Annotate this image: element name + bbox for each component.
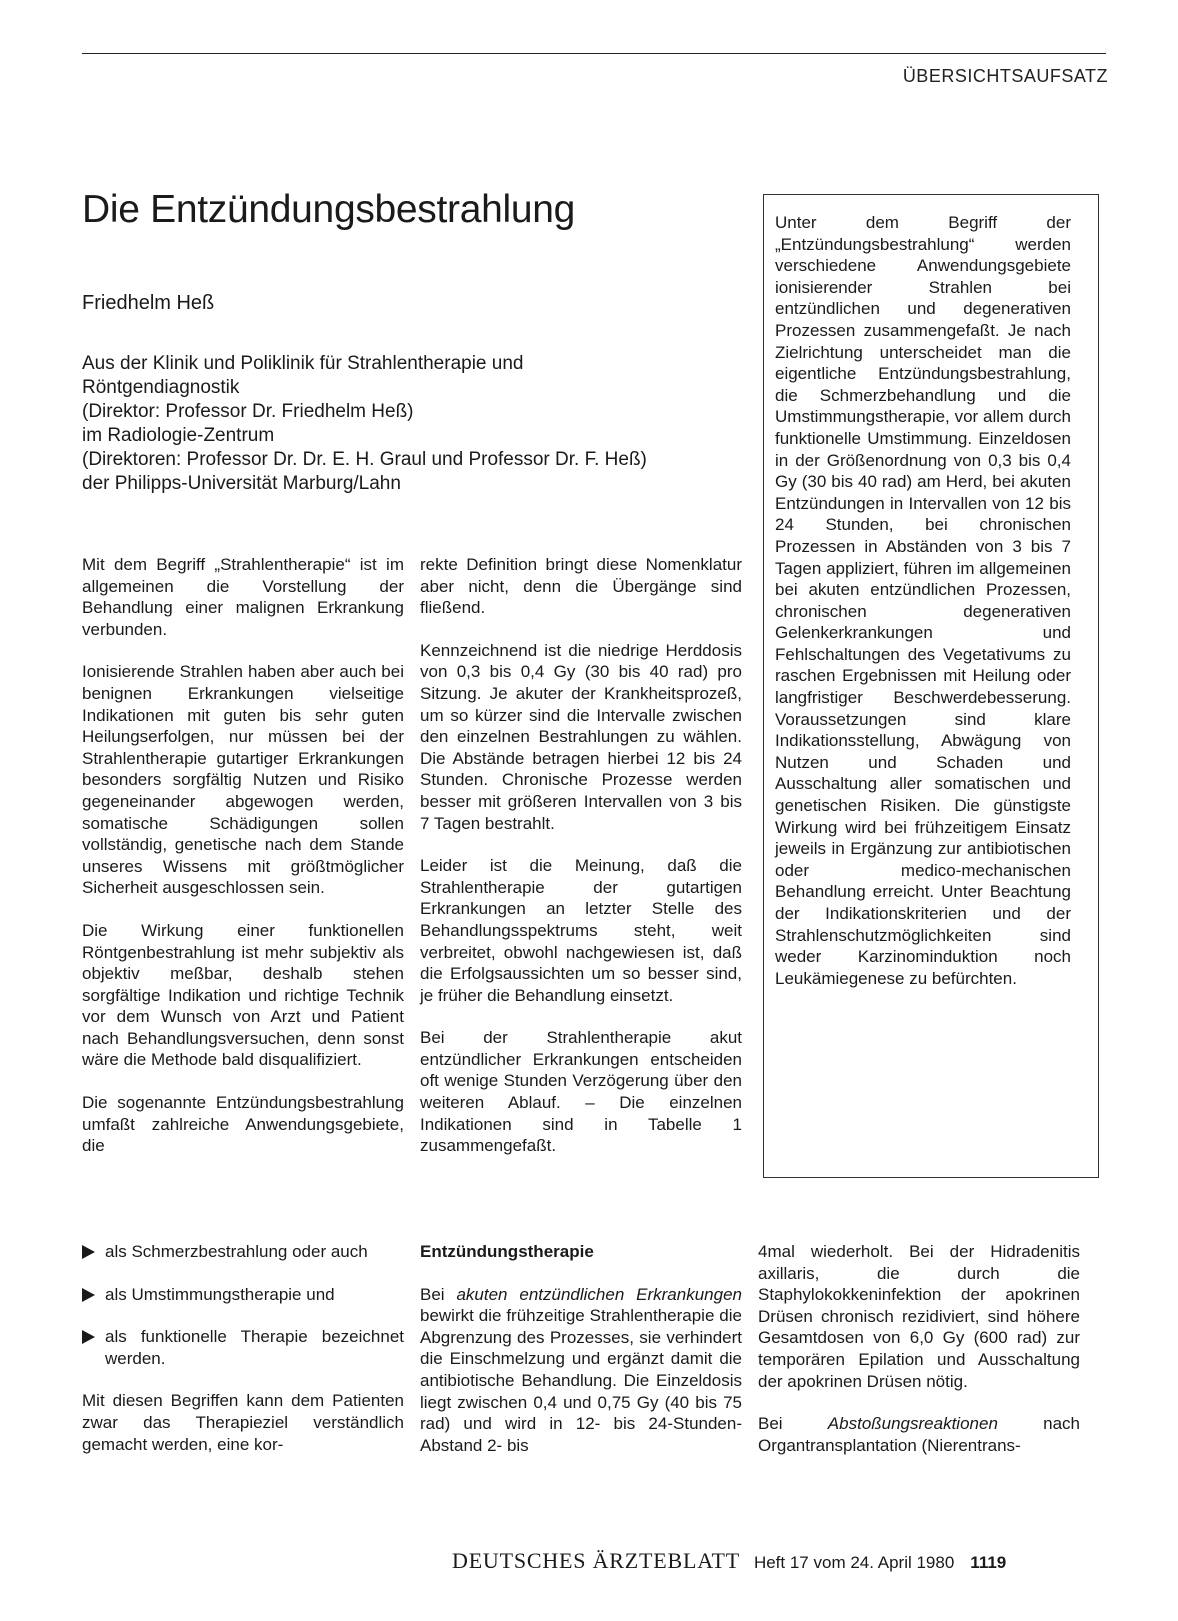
affiliation	[82, 352, 762, 496]
paragraph: Mit diesen Begriffen kann dem Patienten zwar das Therapieziel verständlich gemacht werden, eine kor-	[82, 1391, 404, 1454]
bullet-item	[82, 1326, 404, 1369]
affiliation-line: Röntgendiagnostik	[82, 377, 240, 398]
affiliation-line: Aus der Klinik und Poliklinik für Strahlentherapie und	[82, 353, 524, 374]
paragraph: Leider ist die Meinung, daß die Strahlentherapie der gutartigen Erkrankungen an letzter Stelle des Behandlungsspektrums steht, weit verbreitet, obwohl nachgewiesen ist, daß die Erfolgsaussichten um so besser sind, je früher die Behandlung einsetzt.	[420, 856, 742, 1005]
triangle-bullet-icon	[82, 1288, 95, 1302]
paragraph: Bei der Strahlentherapie akut entzündlicher Erkrankungen entscheiden oft wenige Stunden Verzögerung über den weiteren Ablauf. – Die einzelnen Indikationen sind in Tabelle 1 zusammengefaßt.	[420, 1028, 742, 1156]
lower-column-1	[82, 1241, 404, 1476]
affiliation-line: (Direktor: Professor Dr. Friedhelm Heß)	[82, 401, 414, 422]
text-fragment: nach Organtransplantation (Nierentrans-	[758, 1414, 1080, 1455]
body-column-2	[420, 554, 742, 1178]
affiliation-line: (Direktoren: Professor Dr. Dr. E. H. Graul und Professor Dr. F. Heß)	[82, 449, 647, 470]
bullet-item	[82, 1241, 404, 1263]
body-column-1	[82, 554, 404, 1178]
article-title: Die Entzündungsbestrahlung	[82, 188, 576, 231]
triangle-bullet-icon	[82, 1245, 95, 1259]
article-author: Friedhelm Heß	[82, 292, 215, 314]
paragraph: Ionisierende Strahlen haben aber auch bei benignen Erkrankungen vielseitige Indikationen mit guten bis sehr guten Heilungserfolgen, nur müssen bei der Strahlentherapie gutartiger Erkrankungen besonders sorgfältig Nutzen und Risiko gegeneinander abgewogen werden, somatische Schädigungen sollen vollständig, genetische nach dem Stande unseres Wissens mit größtmöglicher Sicherheit ausgeschlossen sein.	[82, 662, 404, 898]
paragraph: Die Wirkung einer funktionellen Röntgenbestrahlung ist mehr subjektiv als objektiv meßbar, deshalb stehen sorgfältige Indikation und richtige Technik vor dem Wunsch von Arzt und Patient nach Behandlungsversuchen, denn sonst wäre die Methode bald disqualifiziert.	[82, 920, 404, 1070]
bullet-item	[82, 1284, 404, 1306]
text-fragment: Bei	[420, 1284, 445, 1304]
emphasis-text: akuten entzündlichen Erkrankungen	[456, 1284, 742, 1304]
paragraph: Die sogenannte Entzündungsbestrahlung umfaßt zahlreiche Anwendungsgebiete, die	[82, 1093, 404, 1156]
paragraph	[420, 1284, 742, 1457]
paragraph: 4mal wiederholt. Bei der Hidradenitis axillaris, die durch die Staphylokokkeninfektion der apokrinen Drüsen chronisch rezidiviert, sind höhere Gesamtdosen von 6,0 Gy (600 rad) zur temporären Epilation und Ausschaltung der apokrinen Drüsen nötig.	[758, 1242, 1080, 1391]
lower-column-3	[758, 1241, 1080, 1477]
bullet-text: als funktionelle Therapie bezeichnet werden.	[105, 1327, 404, 1368]
bullet-text: als Umstimmungstherapie und	[105, 1284, 335, 1304]
triangle-bullet-icon	[82, 1330, 95, 1344]
affiliation-line: im Radiologie-Zentrum	[82, 425, 275, 446]
emphasis-text: Abstoßungsreaktionen	[827, 1414, 998, 1434]
page-footer	[452, 1548, 1006, 1574]
paragraph	[758, 1413, 1080, 1456]
section-heading: Entzündungstherapie	[420, 1242, 594, 1261]
paragraph: Mit dem Begriff „Strahlentherapie“ ist im allgemeinen die Vorstellung der Behandlung einer malignen Erkrankung verbunden.	[82, 555, 404, 639]
paragraph: Kennzeichnend ist die niedrige Herddosis von 0,3 bis 0,4 Gy (30 bis 40 rad) pro Sitzung. Je akuter der Krankheitsprozeß, um so kürzer sind die Intervalle zwischen den einzelnen Bestrahlungen zu wählen. Die Abstände betragen hierbei 12 bis 24 Stunden. Chronische Prozesse werden besser mit größeren Intervallen von 3 bis 7 Tagen bestrahlt.	[420, 640, 742, 833]
text-fragment: Bei	[758, 1414, 783, 1434]
journal-name: DEUTSCHES ÄRZTEBLATT	[452, 1548, 740, 1573]
section-label: ÜBERSICHTSAUFSATZ	[902, 66, 1108, 86]
paragraph: rekte Definition bringt diese Nomenklatur aber nicht, denn die Übergänge sind fließend.	[420, 555, 742, 618]
text-fragment: bewirkt die frühzeitige Strahlentherapie die Abgrenzung des Prozesses, sie verhindert die Einschmelzung und ergänzt damit die antibiotische Behandlung. Die Einzeldosis liegt zwischen 0,4 und 0,75 Gy (40 bis 75 rad) und wird in 12- bis 24-Stunden-Abstand 2- bis	[420, 1306, 742, 1455]
header-rule	[82, 53, 1106, 54]
page-number: 1119	[970, 1553, 1007, 1572]
bullet-text: als Schmerzbestrahlung oder auch	[105, 1242, 368, 1261]
issue-info: Heft 17 vom 24. April 1980	[753, 1553, 955, 1572]
abstract-text: Unter dem Begriff der „Entzündungsbestrahlung“ werden verschiedene Anwendungsgebiete ionisierender Strahlen bei entzündlichen und degenerativen Prozessen zusammengefaßt. Je nach Zielrichtung unterscheidet man die eigentliche Entzündungsbestrahlung, die Schmerzbehandlung und die Umstimmungstherapie, vor allem durch funktionelle Umstimmung. Einzeldosen in der Größenordnung von 0,3 bis 0,4 Gy (30 bis 40 rad) am Herd, bei akuten Entzündungen in Intervallen von 12 bis 24 Stunden, bei chronischen Prozessen in Abständen von 3 bis 7 Tagen appliziert, führen im allgemeinen bei akuten entzündlichen Prozessen, chronischen degenerativen Gelenkerkrankungen und Fehlschaltungen des Vegetativums zu raschen Ergebnissen mit Heilung oder langfristiger Beschwerdebesserung. Voraussetzungen sind klare Indikationsstellung, Abwägung von Nutzen und Schaden und Ausschaltung aller somatischen und genetischen Risiken. Die günstigste Wirkung wird bei frühzeitigem Einsatz jeweils in Ergänzung zur antibiotischen oder medico-mechanischen Behandlung erreicht. Unter Beachtung der Indikationskriterien und der Strahlenschutzmöglichkeiten sind weder Karzinominduktion noch Leukämiegenese zu befürchten.	[775, 213, 1071, 988]
lower-column-2	[420, 1241, 742, 1477]
affiliation-line: der Philipps-Universität Marburg/Lahn	[82, 473, 401, 494]
